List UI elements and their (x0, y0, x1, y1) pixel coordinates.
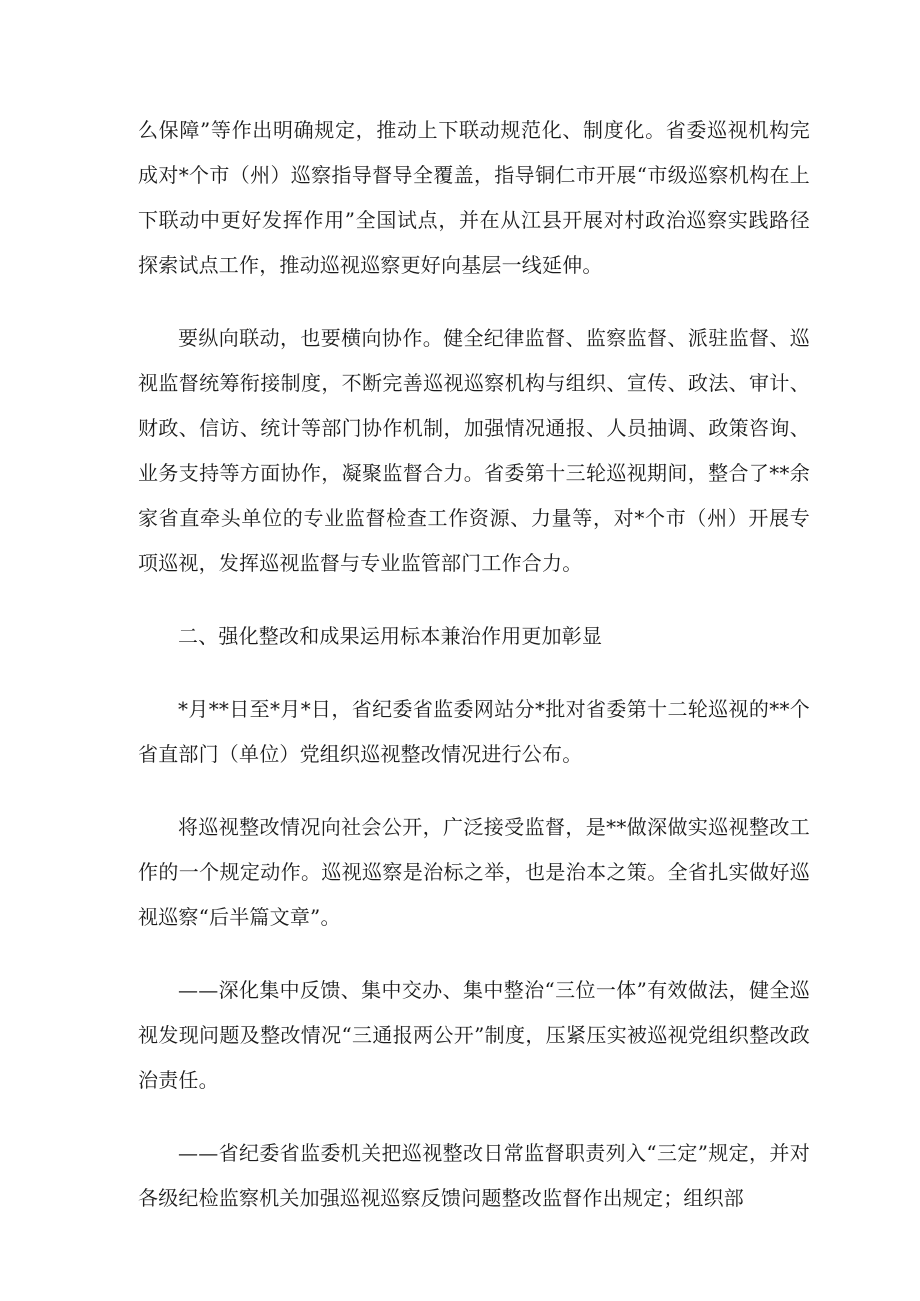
paragraph-6: ——省纪委省监委机关把巡视整改日常监督职责列入“三定”规定，并对各级纪检监察机关加强巡视巡察反馈问题整改监督作出规定；组织部 (138, 1141, 810, 1210)
paragraph-5: ——深化集中反馈、集中交办、集中整治“三位一体”有效做法，健全巡视发现问题及整改情况“三通报两公开”制度，压紧压实被巡视党组织整改政治责任。 (138, 978, 810, 1092)
paragraph-4: 将巡视整改情况向社会公开，广泛接受监督，是**做深做实巡视整改工作的一个规定动作。巡视巡察是治标之举，也是治本之策。全省扎实做好巡视巡察“后半篇文章”。 (138, 815, 810, 929)
section-heading: 二、强化整改和成果运用标本兼治作用更加彰显 (178, 624, 603, 648)
paragraph-1: 么保障”等作出明确规定，推动上下联动规范化、制度化。省委巡视机构完成对*个市（州）巡察指导督导全覆盖，指导铜仁市开展“市级巡察机构在上下联动中更好发挥作用”全国试点，并在从江县开展对村政治巡察实践路径探索试点工作，推动巡视巡察更好向基层一线延伸。 (138, 118, 810, 277)
document-body (138, 108, 810, 1221)
paragraph-2: 要纵向联动，也要横向协作。健全纪律监督、监察监督、派驻监督、巡视监督统筹衔接制度，不断完善巡视巡察机构与组织、宣传、政法、审计、财政、信访、统计等部门协作机制，加强情况通报、人员抽调、政策咨询、业务支持等方面协作，凝聚监督合力。省委第十三轮巡视期间，整合了**余家省直牵头单位的专业监督检查工作资源、力量等，对*个市（州）开展专项巡视，发挥巡视监督与专业监管部门工作合力。 (138, 326, 810, 575)
paragraph-3: *月**日至*月*日，省纪委省监委网站分*批对省委第十二轮巡视的**个省直部门（单位）党组织巡视整改情况进行公布。 (138, 697, 810, 766)
